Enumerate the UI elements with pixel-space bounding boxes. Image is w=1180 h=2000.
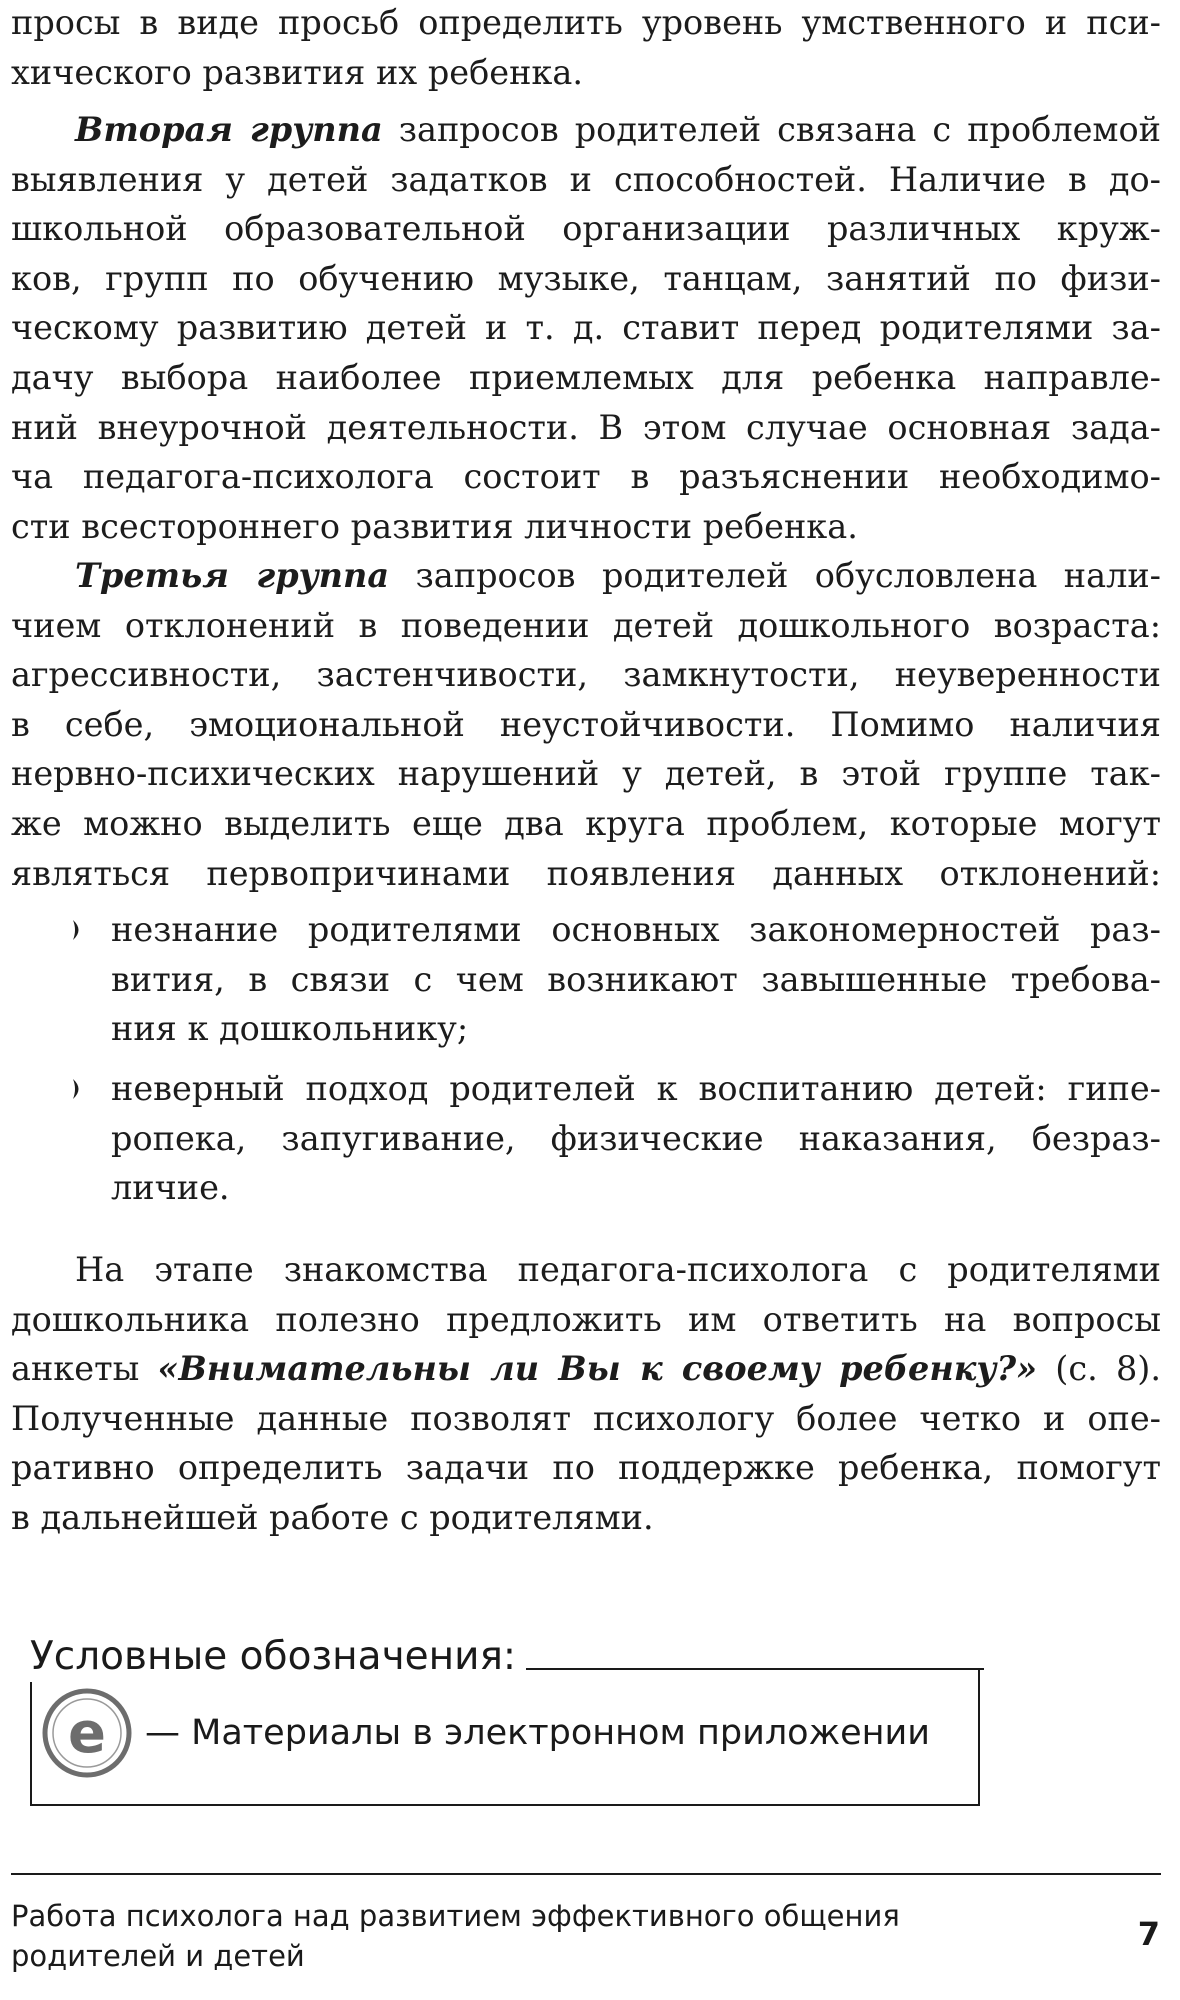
paragraph-4-line-6: в дальнейшей работе с родителями. — [11, 1497, 654, 1537]
paragraph-3-line-7: являться первопричинами появления данных отклонений: — [11, 853, 1161, 893]
bullet-1-line-1: незнание родителями основных закономерностей раз- — [111, 910, 1161, 949]
bullet-1-text — [111, 905, 1161, 1054]
paragraph-2-line-6: дачу выбора наиболее приемлемых для ребенка направле- — [11, 357, 1161, 397]
bullet-2-line-3: личие. — [111, 1168, 230, 1208]
footer-book-title-line-2: родителей и детей — [11, 1939, 305, 1973]
paragraph-2-line-2: выявления у детей задатков и способностей. Наличие в до- — [11, 159, 1161, 199]
paragraph-4 — [11, 1245, 1161, 1543]
e-circle-icon — [42, 1688, 132, 1778]
paragraph-2-line-7: ний внеурочной деятельности. В этом случае основная зада- — [11, 407, 1161, 447]
bullet-1-line-3: ния к дошкольнику; — [111, 1009, 469, 1049]
paragraph-4-line-1: На этапе знакомства педагога-психолога с родителями — [75, 1250, 1161, 1289]
paragraph-2-line-5: ческому развитию детей и т. д. ставит перед родителями за- — [11, 308, 1161, 348]
bullet-item-2 — [11, 1064, 1161, 1214]
bullet-2-line-2: ропека, запугивание, физические наказания, безраз- — [111, 1118, 1161, 1158]
paragraph-3-line-2: чием отклонений в поведении детей дошкольного возраста: — [11, 605, 1161, 645]
paragraph-3-line-6: же можно выделить еще два круга проблем, которые могут — [11, 803, 1161, 843]
paragraph-3-line-5: нервно-психических нарушений у детей, в этой группе так- — [11, 754, 1161, 794]
paragraph-2-line-8: ча педагога-психолога состоит в разъяснении необходимо- — [11, 457, 1161, 497]
paragraph-4-line-5: ративно определить задачи по поддержке ребенка, помогут — [11, 1448, 1161, 1488]
paragraph-2-line-3: школьной образовательной организации различных круж- — [11, 209, 1161, 249]
paragraph-3-line-1-rest: запросов родителей обусловлена нали- — [389, 556, 1162, 595]
paragraph-4-line-3-start: анкеты — [11, 1349, 158, 1389]
paragraph-3-line-1 — [11, 551, 1161, 601]
bullet-marker-icon — [71, 1078, 85, 1100]
paragraph-2-line-1 — [11, 105, 1161, 155]
page-number: 7 — [1137, 1915, 1160, 1953]
second-group-lead: Вторая группа — [75, 110, 383, 149]
footer-book-title-line-1: Работа психолога над развитием эффективного общения — [11, 1899, 900, 1933]
legend-title: Условные обозначения: — [30, 1632, 526, 1682]
legend-text: — Материалы в электронном приложении — [145, 1713, 931, 1753]
legend-box — [30, 1634, 984, 1808]
bullet-1-line-2: вития, в связи с чем возникают завышенные требова- — [111, 959, 1161, 999]
paragraph-2 — [11, 105, 1161, 551]
paragraph-1-line-2: хического развития их ребенка. — [11, 52, 583, 92]
questionnaire-title: «Внимательны ли Вы к своему ребенку?» — [157, 1349, 1038, 1389]
footer-rule — [11, 1873, 1161, 1875]
paragraph-2-line-9: сти всестороннего развития личности ребенка. — [11, 506, 858, 546]
paragraph-3 — [11, 551, 1161, 898]
footer-book-title — [11, 1896, 911, 1976]
paragraph-1 — [11, 0, 1161, 97]
bullet-item-1 — [11, 905, 1161, 1055]
paragraph-4-line-4: Полученные данные позволят психологу более четко и опе- — [11, 1398, 1161, 1438]
paragraph-1-line-1: просы в виде просьб определить уровень умственного и пси- — [11, 3, 1161, 42]
paragraph-4-line-2: дошкольника полезно предложить им ответить на вопросы — [11, 1299, 1161, 1339]
paragraph-3-line-3: агрессивности, застенчивости, замкнутости, неуверенности — [11, 655, 1161, 695]
third-group-lead: Третья группа — [75, 556, 390, 595]
bullet-marker-icon — [71, 919, 85, 941]
page-reference: (с. 8). — [1037, 1349, 1162, 1389]
paragraph-2-line-1-rest: запросов родителей связана с проблемой — [382, 110, 1161, 149]
paragraph-3-line-4: в себе, эмоциональной неустойчивости. Помимо наличия — [11, 704, 1161, 744]
paragraph-2-line-4: ков, групп по обучению музыке, танцам, занятий по физи- — [11, 258, 1161, 298]
bullet-2-line-1: неверный подход родителей к воспитанию детей: гипе- — [111, 1069, 1161, 1108]
e-icon-letter: e — [68, 1701, 106, 1766]
bullet-2-text — [111, 1064, 1161, 1213]
legend-frame-top-rule — [509, 1668, 984, 1670]
paragraph-4-line-3 — [11, 1344, 1161, 1394]
